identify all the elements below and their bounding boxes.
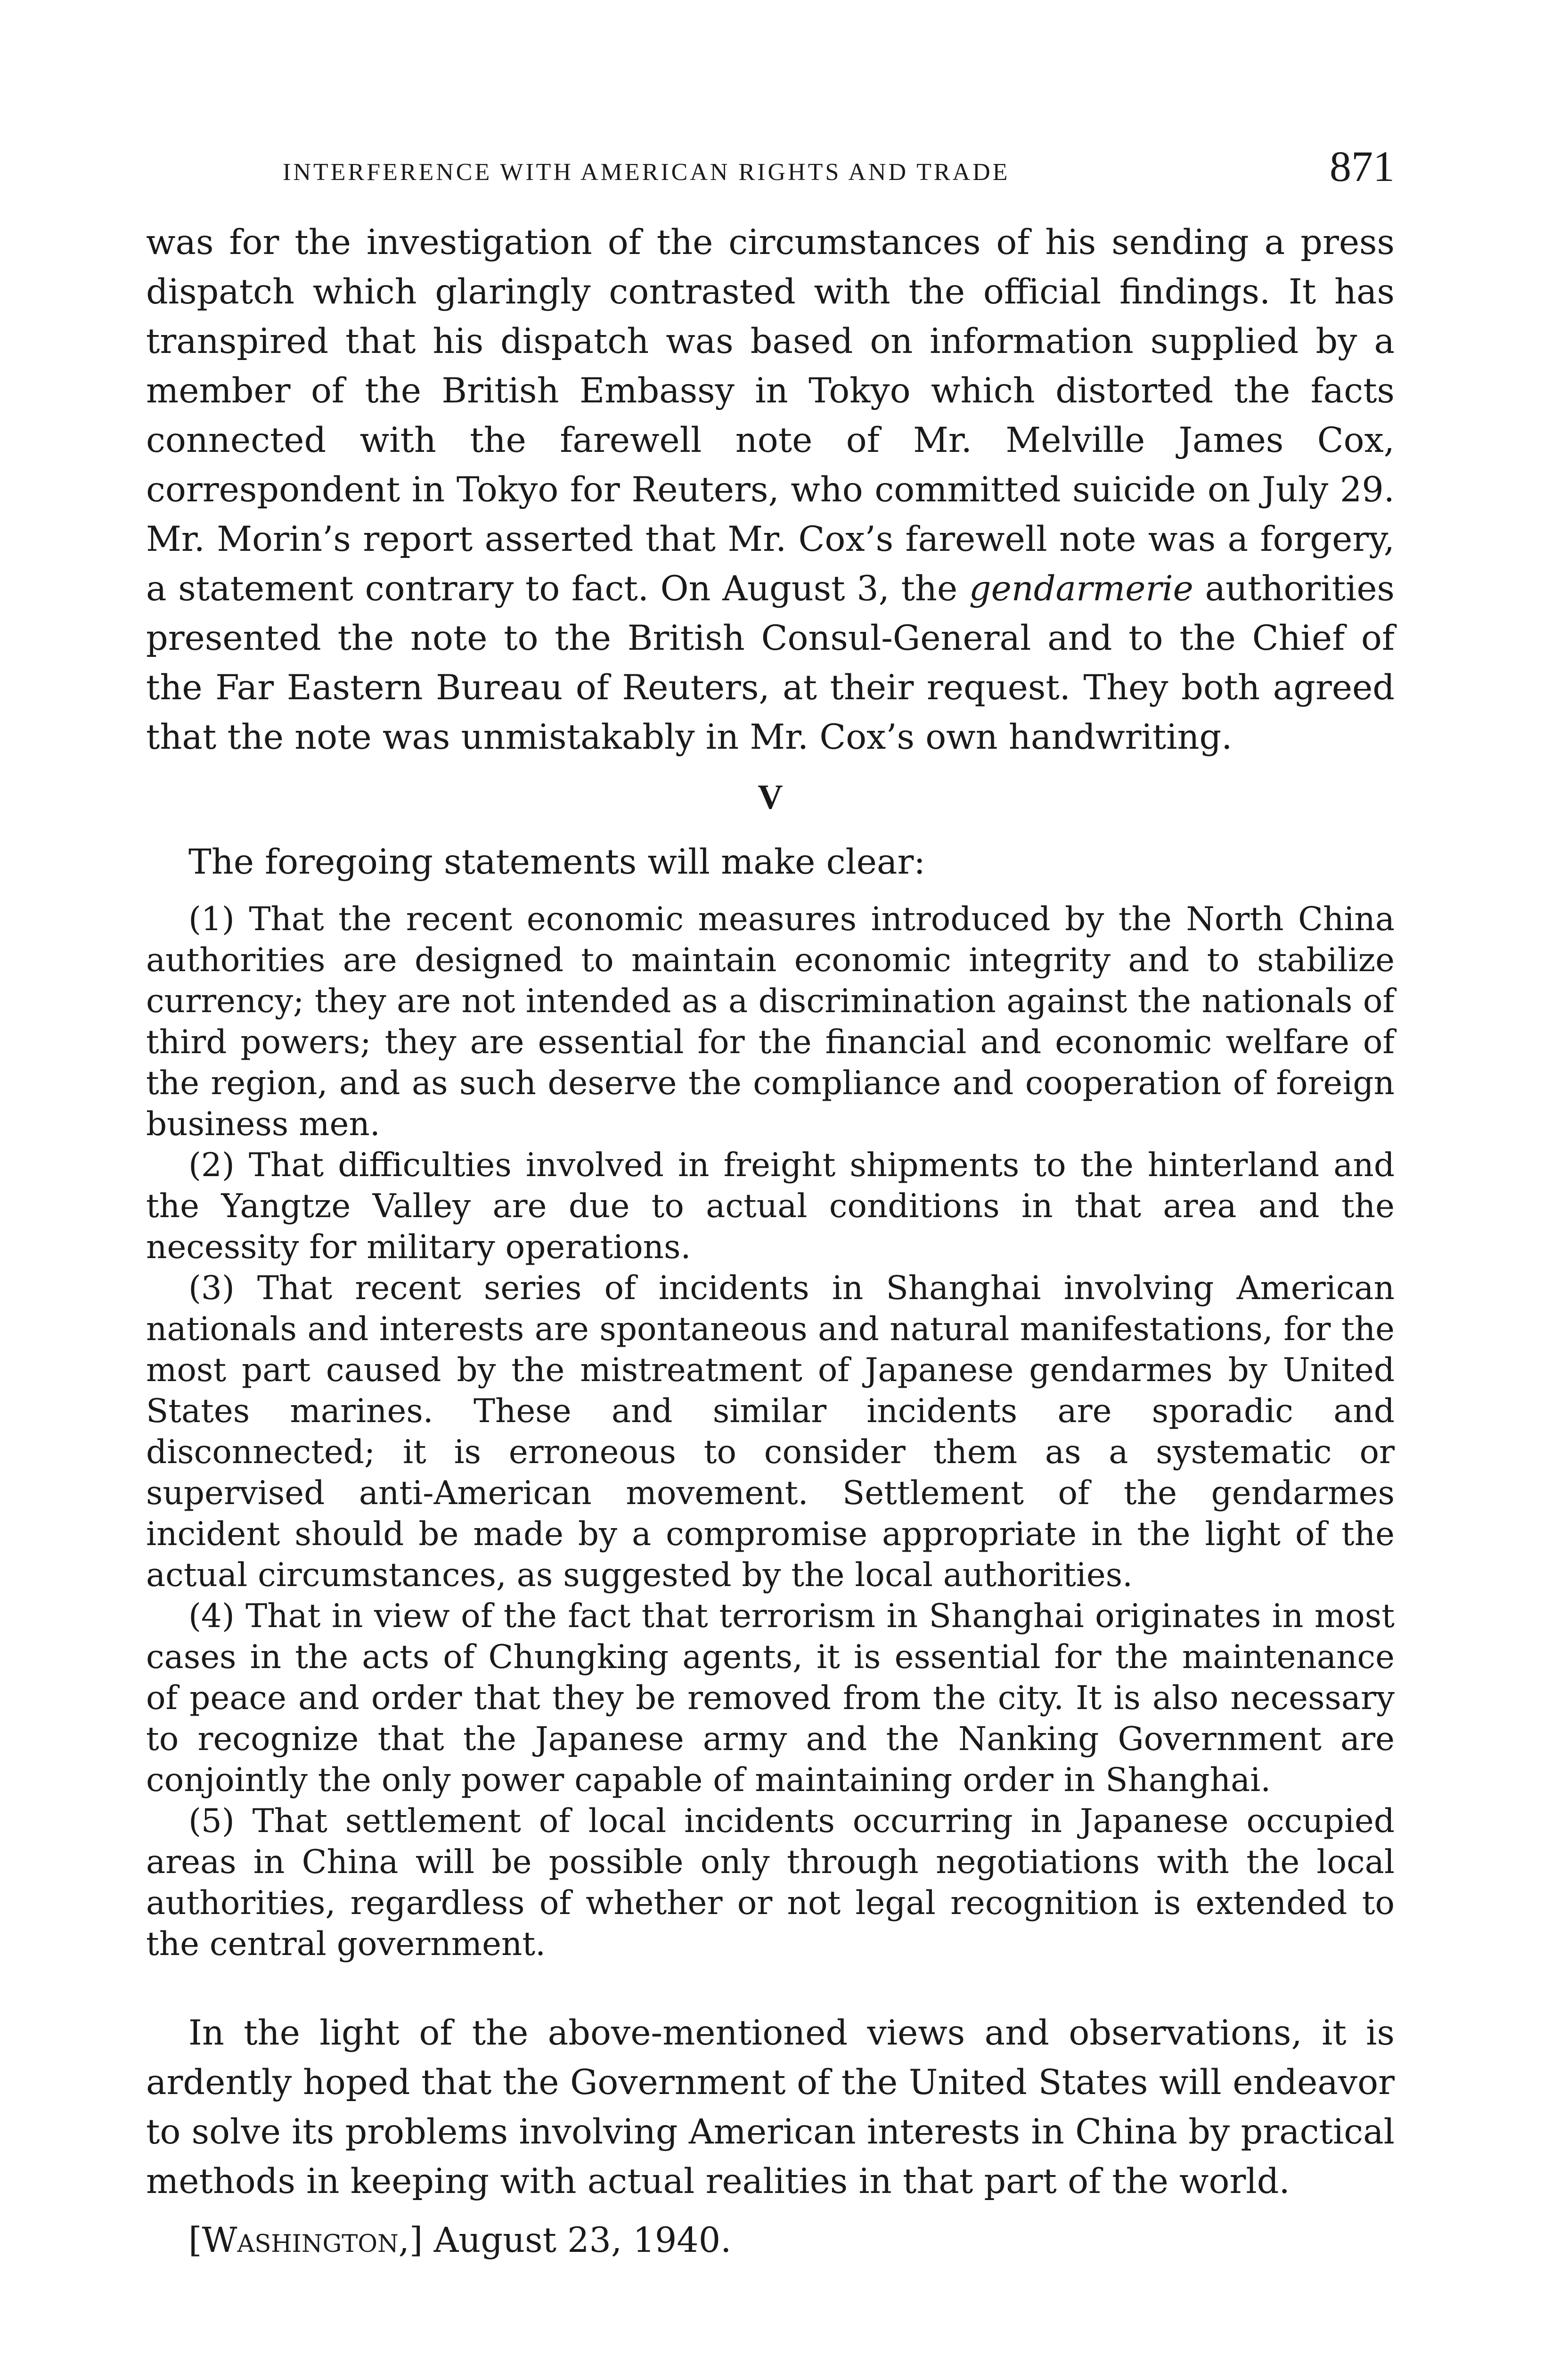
list-item: (2) That difficulties involved in freight shipments to the hinterland and the Yangtze Valley are due to actual conditions in that area and the necessity for military operations. (146, 1146, 1395, 1266)
list-item: (5) That settlement of local incidents occurring in Japanese occupied areas in China will be possible only through negotiations with the local authorities, regardless of whether or not legal recognition is extended to the central government. (146, 1802, 1395, 1963)
dateline (146, 2216, 1395, 2265)
list-item: (4) That in view of the fact that terrorism in Shanghai originates in most cases in the acts of Chungking agents, it is essential for the maintenance of peace and order that they be removed from the city. It is also necessary to recognize that the Japanese army and the Nanking Government are conjointly the only power capable of maintaining order in Shanghai. (146, 1597, 1395, 1799)
dateline-date: August 23, 1940. (433, 2220, 732, 2260)
opening-text-before-italic: was for the investigation of the circumstances of his sending a press dispatch which glaringly contrasted with the official findings. It has transpired that his dispatch was based on information supplied by a member of the British Embassy in Tokyo which distorted the facts connected with the farewell note of Mr. Melville James Cox, correspondent in Tokyo for Reuters, who committed suicide on July 29. Mr. Morin’s report asserted that Mr. Cox’s farewell note was a forgery, a statement contrary to fact. On August 3, the (146, 222, 1395, 609)
list-item: (1) That the recent economic measures introduced by the North China authorities are designed to maintain economic integrity and to stabilize currency; they are not intended as a discrimination against the nationals of third powers; they are essential for the financial and economic welfare of the region, and as such deserve the compliance and cooperation of foreign business men. (146, 900, 1395, 1143)
section-heading: V (758, 778, 783, 817)
dateline-place: [Washington,] (188, 2220, 423, 2260)
opening-paragraph (146, 218, 1395, 762)
opening-text-after-italic: authorities presented the note to the British Consul-General and to the Chief of the Far Eastern Bureau of Reuters, at their request. They both agreed that the note was unmistakably in Mr. Cox’s own handwriting. (146, 569, 1395, 757)
italic-term: gendarmerie (969, 569, 1193, 609)
running-header (146, 141, 1395, 207)
list-item: (3) That recent series of incidents in Shanghai involving American nationals and interests are spontaneous and natural manifestations, for the most part caused by the mistreatment of Japanese gendarmes by United States marines. These and similar incidents are sporadic and disconnected; it is erroneous to consider them as a systematic or supervised anti-American movement. Settlement of the gendarmes incident should be made by a compromise appropriate in the light of the actual circumstances, as suggested by the local authorities. (146, 1269, 1395, 1594)
closing-paragraph: In the light of the above-mentioned views and observations, it is ardently hoped that the Government of the United States will endeavor to solve its problems involving American interests in China by practical methods in keeping with actual realities in that part of the world. (146, 2013, 1395, 2201)
document-page (146, 141, 1395, 2265)
section-intro: The foregoing statements will make clear: (188, 842, 926, 882)
running-title: INTERFERENCE WITH AMERICAN RIGHTS AND TRADE (283, 159, 1010, 186)
page-number: 871 (1330, 142, 1395, 190)
